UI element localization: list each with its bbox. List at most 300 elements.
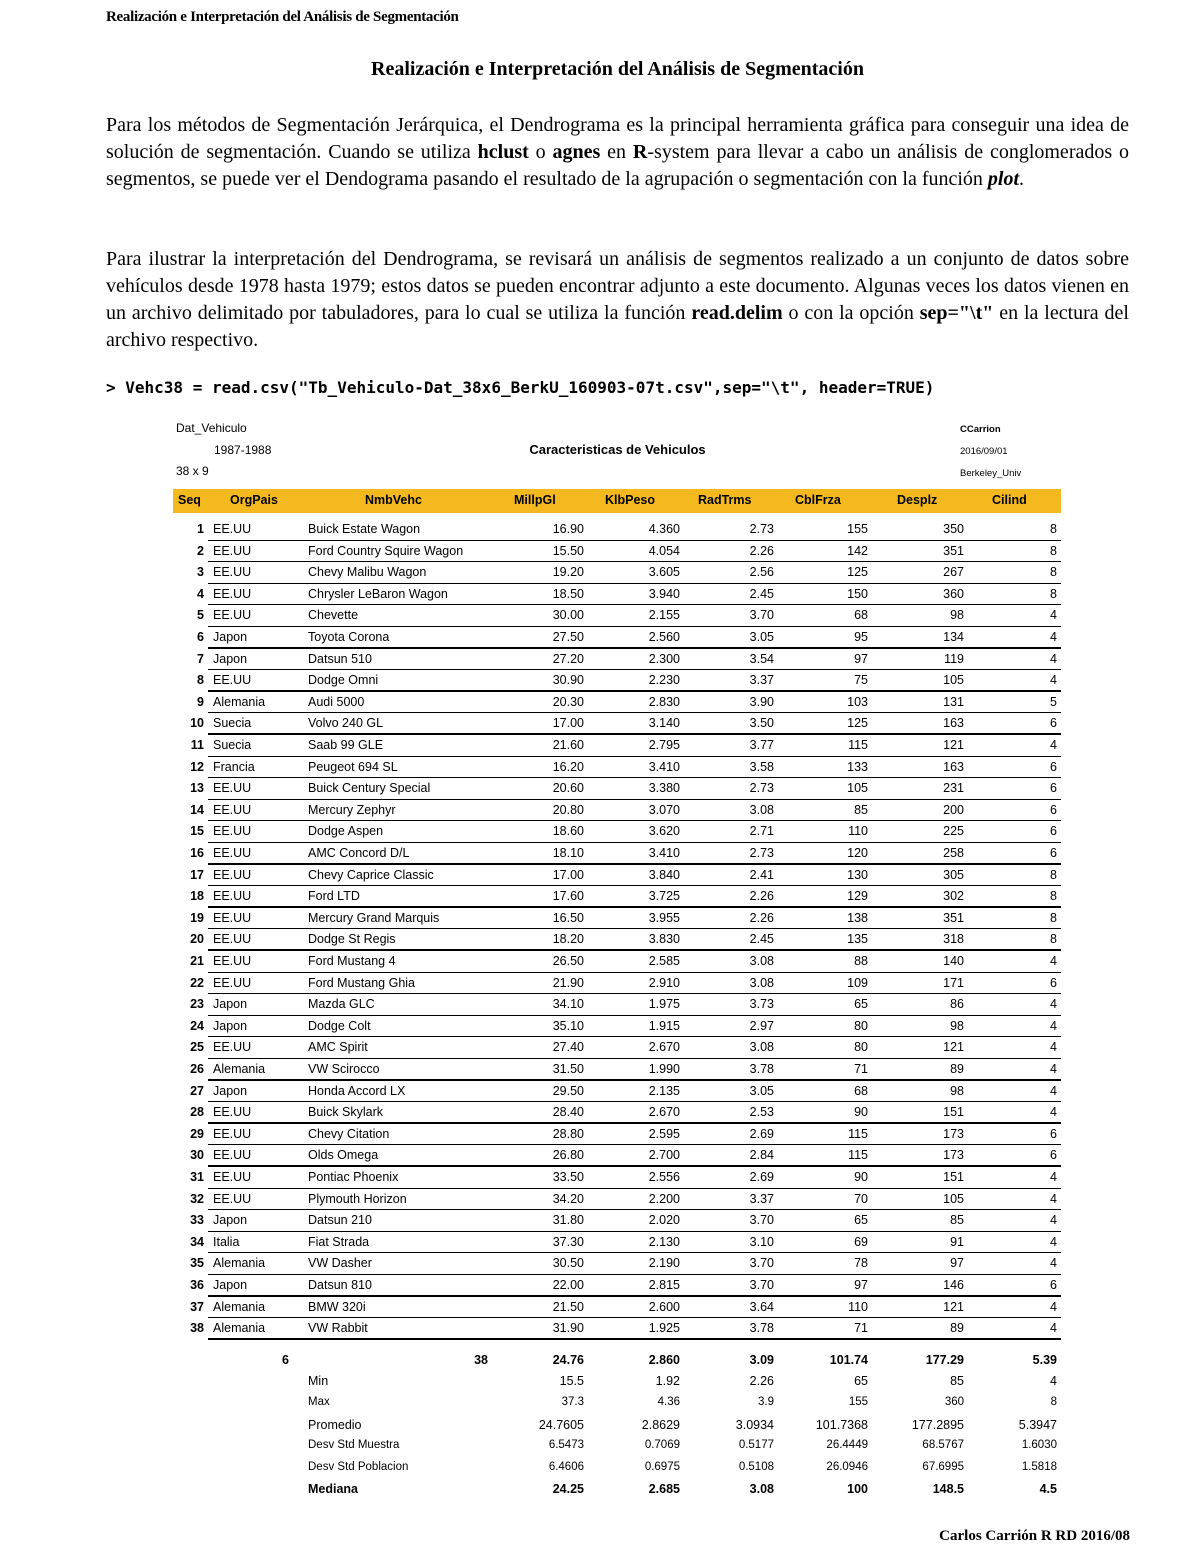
cell-millpgl: 18.10 xyxy=(552,846,584,860)
cell-millpgl: 18.60 xyxy=(552,824,584,839)
cell-radtrms: 3.05 xyxy=(749,1083,774,1098)
cell-nmbvehc: Ford Mustang Ghia xyxy=(308,975,415,990)
cell-desplz: 98 xyxy=(950,1018,964,1033)
cell-seq: 21 xyxy=(190,954,204,968)
cell-klbpeso: 3.620 xyxy=(648,824,680,839)
cell-radtrms: 2.41 xyxy=(749,867,774,882)
cell-orgpais: Alemania xyxy=(213,1256,266,1271)
cell-radtrms: 2.56 xyxy=(749,565,774,580)
cell-radtrms: 3.58 xyxy=(749,759,774,774)
cell-seq: 15 xyxy=(190,824,204,839)
cell-klbpeso: 3.380 xyxy=(648,781,680,796)
cell-cblfrza: 103 xyxy=(847,694,868,709)
col-header-radtrms: RadTrms xyxy=(698,493,752,507)
cell-desplz: 163 xyxy=(943,759,964,774)
cell-cblfrza: 115 xyxy=(848,738,868,752)
summary-stat-radtrms: 3.0934 xyxy=(735,1417,774,1432)
cell-klbpeso: 2.585 xyxy=(648,954,680,968)
document-title: Realización e Interpretación del Análisis de Segmentación xyxy=(371,58,864,80)
cell-nmbvehc: Datsun 210 xyxy=(308,1213,372,1228)
cell-seq: 23 xyxy=(190,997,204,1012)
cell-klbpeso: 3.940 xyxy=(648,586,680,601)
cell-orgpais: EE.UU xyxy=(213,608,252,623)
cell-cilind: 8 xyxy=(1050,910,1057,925)
table-row xyxy=(170,1081,1065,1103)
cell-klbpeso: 3.840 xyxy=(648,867,680,882)
cell-radtrms: 2.26 xyxy=(749,543,774,558)
cell-millpgl: 31.80 xyxy=(552,1213,584,1228)
cell-radtrms: 3.05 xyxy=(749,630,774,644)
cell-klbpeso: 2.135 xyxy=(648,1083,680,1098)
cell-cblfrza: 150 xyxy=(847,586,868,601)
cell-orgpais: EE.UU xyxy=(213,781,252,796)
summary-count-rows: 38 xyxy=(474,1352,488,1367)
paragraph-text-run: o con la opción xyxy=(782,302,920,324)
cell-cilind: 5 xyxy=(1050,694,1057,709)
summary-stat-row xyxy=(170,1479,1065,1501)
cell-orgpais: EE.UU xyxy=(213,543,252,558)
table-row xyxy=(170,1275,1065,1297)
cell-radtrms: 3.08 xyxy=(749,975,774,990)
summary-stat-row xyxy=(170,1371,1065,1393)
cell-desplz: 134 xyxy=(943,630,964,644)
table-row xyxy=(170,735,1065,757)
cell-cilind: 4 xyxy=(1050,1321,1057,1336)
summary-stat-desplz: 68.5767 xyxy=(922,1439,964,1452)
cell-orgpais: Francia xyxy=(213,759,255,774)
summary-stat-cilind: 8 xyxy=(1050,1396,1057,1408)
cell-cilind: 8 xyxy=(1050,867,1057,882)
cell-cblfrza: 138 xyxy=(847,910,868,925)
cell-millpgl: 33.50 xyxy=(552,1170,584,1184)
cell-desplz: 121 xyxy=(943,1299,964,1314)
cell-desplz: 151 xyxy=(943,1170,964,1184)
summary-stat-klbpeso: 0.6975 xyxy=(644,1460,680,1473)
cell-millpgl: 18.50 xyxy=(552,586,584,601)
cell-cilind: 4 xyxy=(1050,954,1057,968)
cell-radtrms: 3.37 xyxy=(749,673,774,688)
table-row xyxy=(170,951,1065,973)
cell-orgpais: Alemania xyxy=(213,694,266,709)
cell-cilind: 6 xyxy=(1050,846,1057,860)
cell-nmbvehc: Ford LTD xyxy=(308,889,360,904)
cell-klbpeso: 2.130 xyxy=(648,1234,680,1249)
cell-orgpais: EE.UU xyxy=(213,586,252,601)
cell-radtrms: 2.73 xyxy=(749,846,774,860)
cell-nmbvehc: Chrysler LeBaron Wagon xyxy=(308,586,448,601)
summary-total-radtrms: 3.09 xyxy=(749,1352,774,1367)
cell-cblfrza: 110 xyxy=(848,824,868,839)
cell-millpgl: 20.60 xyxy=(552,781,584,796)
cell-cblfrza: 155 xyxy=(847,522,868,536)
cell-millpgl: 21.60 xyxy=(552,738,584,752)
summary-stat-label: Desv Std Poblacion xyxy=(308,1460,409,1473)
col-header-millpgl: MillpGl xyxy=(514,493,556,507)
table-row xyxy=(170,908,1065,930)
cell-radtrms: 3.90 xyxy=(749,694,774,709)
cell-orgpais: EE.UU xyxy=(213,846,252,860)
cell-desplz: 163 xyxy=(943,716,964,731)
cell-orgpais: EE.UU xyxy=(213,1040,252,1055)
cell-cilind: 6 xyxy=(1050,759,1057,774)
cell-desplz: 89 xyxy=(950,1062,964,1076)
cell-desplz: 305 xyxy=(943,867,964,882)
cell-klbpeso: 4.360 xyxy=(648,522,680,536)
cell-radtrms: 3.70 xyxy=(749,1213,774,1228)
summary-stat-cblfrza: 100 xyxy=(847,1482,868,1497)
cell-nmbvehc: Peugeot 694 SL xyxy=(308,759,398,774)
table-row xyxy=(170,1232,1065,1254)
summary-stat-klbpeso: 1.92 xyxy=(655,1374,680,1389)
cell-millpgl: 34.20 xyxy=(552,1191,584,1206)
cell-millpgl: 37.30 xyxy=(552,1234,584,1249)
cell-orgpais: Alemania xyxy=(213,1321,266,1336)
paragraph-text-run: plot xyxy=(987,168,1020,190)
cell-klbpeso: 3.140 xyxy=(648,716,680,731)
cell-desplz: 302 xyxy=(943,889,964,904)
cell-seq: 28 xyxy=(190,1105,204,1120)
col-header-orgpais: OrgPais xyxy=(230,493,278,507)
summary-stat-klbpeso: 4.36 xyxy=(657,1396,680,1408)
cell-orgpais: Japon xyxy=(213,1018,248,1033)
cell-seq: 7 xyxy=(197,651,204,666)
cell-cblfrza: 90 xyxy=(854,1105,868,1120)
cell-cilind: 6 xyxy=(1050,1148,1057,1163)
cell-klbpeso: 2.815 xyxy=(648,1278,680,1292)
cell-klbpeso: 3.605 xyxy=(648,565,680,580)
table-row xyxy=(170,1102,1065,1124)
cell-radtrms: 3.08 xyxy=(749,802,774,817)
col-header-klbpeso: KlbPeso xyxy=(605,493,656,507)
cell-nmbvehc: Datsun 810 xyxy=(308,1278,372,1292)
cell-orgpais: Alemania xyxy=(213,1062,266,1076)
cell-orgpais: EE.UU xyxy=(213,1170,252,1184)
cell-nmbvehc: Toyota Corona xyxy=(308,630,390,644)
sheet-meta-author: CCarrion xyxy=(960,424,1001,435)
summary-stat-label: Max xyxy=(308,1396,330,1408)
cell-cilind: 4 xyxy=(1050,1062,1057,1076)
cell-orgpais: EE.UU xyxy=(213,1148,252,1163)
cell-radtrms: 2.84 xyxy=(749,1148,774,1163)
cell-millpgl: 34.10 xyxy=(552,997,584,1012)
cell-seq: 26 xyxy=(190,1062,204,1076)
cell-seq: 33 xyxy=(190,1213,204,1228)
cell-millpgl: 28.40 xyxy=(552,1105,584,1120)
cell-orgpais: Japon xyxy=(213,1213,248,1228)
summary-stat-klbpeso: 2.685 xyxy=(648,1482,680,1497)
table-row xyxy=(170,1059,1065,1081)
cell-millpgl: 28.80 xyxy=(552,1126,584,1141)
cell-millpgl: 21.90 xyxy=(552,975,584,990)
cell-cilind: 4 xyxy=(1050,651,1057,666)
cell-cilind: 8 xyxy=(1050,543,1057,558)
cell-nmbvehc: AMC Spirit xyxy=(308,1040,368,1055)
cell-radtrms: 3.37 xyxy=(749,1191,774,1206)
cell-millpgl: 27.20 xyxy=(552,651,584,666)
cell-klbpeso: 2.020 xyxy=(648,1213,680,1228)
cell-seq: 11 xyxy=(190,738,204,752)
cell-klbpeso: 2.595 xyxy=(648,1126,680,1141)
cell-cblfrza: 115 xyxy=(848,1126,868,1141)
cell-desplz: 171 xyxy=(943,975,964,990)
cell-radtrms: 2.45 xyxy=(749,586,774,601)
cell-radtrms: 3.77 xyxy=(749,738,774,752)
cell-millpgl: 17.00 xyxy=(552,716,584,731)
cell-klbpeso: 2.200 xyxy=(648,1191,680,1206)
summary-stat-label: Mediana xyxy=(308,1482,359,1497)
cell-millpgl: 27.40 xyxy=(552,1040,584,1055)
table-row xyxy=(170,1210,1065,1232)
cell-orgpais: EE.UU xyxy=(213,867,252,882)
cell-seq: 9 xyxy=(197,694,204,709)
cell-millpgl: 15.50 xyxy=(552,543,584,558)
summary-count-columns: 6 xyxy=(282,1352,289,1367)
summary-stat-cilind: 4.5 xyxy=(1039,1482,1057,1497)
cell-desplz: 89 xyxy=(950,1321,964,1336)
cell-cblfrza: 65 xyxy=(854,997,868,1012)
summary-stat-millpgl: 24.7605 xyxy=(538,1417,584,1432)
cell-cblfrza: 109 xyxy=(847,975,868,990)
cell-desplz: 351 xyxy=(943,543,964,558)
table-row xyxy=(170,929,1065,951)
cell-desplz: 350 xyxy=(943,522,964,536)
summary-stat-millpgl: 15.5 xyxy=(559,1374,584,1389)
summary-stat-radtrms: 3.9 xyxy=(758,1396,774,1408)
col-header-seq: Seq xyxy=(178,493,201,507)
summary-totals-row xyxy=(170,1350,1065,1372)
cell-orgpais: EE.UU xyxy=(213,802,252,817)
cell-radtrms: 3.70 xyxy=(749,1256,774,1271)
cell-nmbvehc: Audi 5000 xyxy=(308,694,365,709)
summary-stat-label: Promedio xyxy=(308,1417,362,1432)
cell-cilind: 4 xyxy=(1050,1105,1057,1120)
cell-cblfrza: 65 xyxy=(854,1213,868,1228)
cell-cblfrza: 105 xyxy=(847,781,868,796)
cell-klbpeso: 2.700 xyxy=(648,1148,680,1163)
paragraph-text-run: o xyxy=(528,141,553,163)
cell-seq: 13 xyxy=(190,781,204,796)
cell-seq: 31 xyxy=(190,1170,204,1184)
cell-desplz: 119 xyxy=(944,651,964,666)
cell-radtrms: 3.70 xyxy=(749,608,774,623)
cell-klbpeso: 2.556 xyxy=(648,1170,680,1184)
cell-desplz: 318 xyxy=(943,932,964,947)
cell-desplz: 151 xyxy=(943,1105,964,1120)
table-row xyxy=(170,800,1065,822)
summary-stat-cblfrza: 65 xyxy=(854,1374,868,1389)
cell-klbpeso: 1.975 xyxy=(648,997,680,1012)
summary-stat-cblfrza: 26.0946 xyxy=(826,1460,868,1473)
cell-seq: 24 xyxy=(190,1018,204,1033)
cell-orgpais: EE.UU xyxy=(213,1105,252,1120)
cell-millpgl: 29.50 xyxy=(552,1083,584,1098)
cell-seq: 18 xyxy=(190,889,204,904)
cell-millpgl: 26.50 xyxy=(552,954,584,968)
cell-cblfrza: 115 xyxy=(848,1148,868,1163)
summary-stat-label: Min xyxy=(308,1374,329,1389)
cell-radtrms: 2.26 xyxy=(749,910,774,925)
summary-total-desplz: 177.29 xyxy=(925,1352,964,1367)
cell-millpgl: 17.60 xyxy=(552,889,584,904)
summary-stat-desplz: 148.5 xyxy=(932,1482,964,1497)
sheet-meta-university: Berkeley_Univ xyxy=(960,468,1022,479)
cell-seq: 32 xyxy=(190,1191,204,1206)
cell-klbpeso: 2.155 xyxy=(648,608,680,623)
table-row xyxy=(170,1318,1065,1340)
table-row xyxy=(170,843,1065,865)
paragraph-text-run: agnes xyxy=(552,141,601,163)
summary-stat-cilind: 1.6030 xyxy=(1021,1439,1057,1452)
cell-desplz: 105 xyxy=(943,673,964,688)
cell-cblfrza: 71 xyxy=(854,1062,868,1076)
sheet-meta-dataset: Dat_Vehiculo xyxy=(176,421,247,435)
cell-seq: 12 xyxy=(190,759,204,774)
summary-stat-desplz: 67.6995 xyxy=(922,1460,964,1473)
summary-stat-millpgl: 37.3 xyxy=(561,1396,584,1408)
cell-cilind: 4 xyxy=(1050,1191,1057,1206)
sheet-meta-size: 38 x 9 xyxy=(176,464,209,478)
cell-desplz: 121 xyxy=(943,1040,964,1055)
paragraph-text-run: R xyxy=(632,141,648,163)
cell-seq: 1 xyxy=(197,522,204,536)
cell-desplz: 85 xyxy=(950,1213,964,1228)
summary-stat-radtrms: 0.5177 xyxy=(738,1439,774,1452)
dataset-paragraph xyxy=(106,246,1129,354)
cell-cilind: 4 xyxy=(1050,1083,1057,1098)
table-row xyxy=(170,778,1065,800)
cell-desplz: 105 xyxy=(943,1191,964,1206)
cell-nmbvehc: Ford Country Squire Wagon xyxy=(308,543,464,558)
table-row xyxy=(170,1037,1065,1059)
cell-millpgl: 35.10 xyxy=(552,1018,584,1033)
cell-klbpeso: 2.795 xyxy=(648,738,680,752)
cell-radtrms: 3.78 xyxy=(749,1321,774,1336)
summary-stat-millpgl: 24.25 xyxy=(552,1482,584,1497)
table-row xyxy=(170,1297,1065,1319)
cell-cilind: 4 xyxy=(1050,630,1057,644)
cell-klbpeso: 1.990 xyxy=(648,1062,680,1076)
cell-radtrms: 2.73 xyxy=(749,522,774,536)
summary-stat-millpgl: 6.4606 xyxy=(548,1460,584,1473)
cell-millpgl: 16.90 xyxy=(552,522,584,536)
cell-radtrms: 2.71 xyxy=(749,824,774,839)
summary-stat-cblfrza: 155 xyxy=(848,1396,868,1408)
cell-nmbvehc: Datsun 510 xyxy=(308,651,372,666)
cell-cilind: 4 xyxy=(1050,1256,1057,1271)
cell-cblfrza: 130 xyxy=(847,867,868,882)
cell-desplz: 351 xyxy=(943,910,964,925)
cell-cilind: 4 xyxy=(1050,1018,1057,1033)
cell-desplz: 131 xyxy=(943,694,964,709)
cell-klbpeso: 3.830 xyxy=(648,932,680,947)
cell-klbpeso: 3.955 xyxy=(648,910,680,925)
cell-cilind: 4 xyxy=(1050,738,1057,752)
cell-orgpais: Suecia xyxy=(213,738,252,752)
cell-nmbvehc: Volvo 240 GL xyxy=(308,716,384,731)
cell-cilind: 8 xyxy=(1050,586,1057,601)
cell-nmbvehc: Mercury Zephyr xyxy=(308,802,396,817)
paragraph-text-run: sep="\t" xyxy=(919,302,994,324)
cell-seq: 27 xyxy=(190,1083,204,1098)
cell-seq: 8 xyxy=(197,673,204,688)
cell-orgpais: EE.UU xyxy=(213,1191,252,1206)
summary-total-klbpeso: 2.860 xyxy=(648,1352,680,1367)
cell-nmbvehc: Chevy Malibu Wagon xyxy=(308,565,427,580)
cell-cilind: 4 xyxy=(1050,1299,1057,1314)
cell-radtrms: 2.69 xyxy=(749,1126,774,1141)
cell-cilind: 4 xyxy=(1050,1040,1057,1055)
cell-klbpeso: 1.915 xyxy=(648,1018,680,1033)
paragraph-text-run: . xyxy=(1019,168,1025,190)
r-code-line: > Vehc38 = read.csv("Tb_Vehiculo-Dat_38x6_BerkU_160903-07t.csv",sep="\t", header=TRUE) xyxy=(106,378,935,397)
cell-seq: 30 xyxy=(190,1148,204,1163)
cell-orgpais: EE.UU xyxy=(213,1126,252,1141)
table-row xyxy=(170,649,1065,671)
cell-orgpais: EE.UU xyxy=(213,932,252,947)
summary-stat-cilind: 4 xyxy=(1050,1374,1057,1389)
cell-seq: 3 xyxy=(197,565,204,580)
cell-desplz: 173 xyxy=(943,1126,964,1141)
cell-klbpeso: 3.410 xyxy=(648,846,680,860)
cell-cblfrza: 68 xyxy=(854,608,868,623)
cell-radtrms: 2.53 xyxy=(749,1105,774,1120)
cell-radtrms: 3.70 xyxy=(749,1278,774,1292)
cell-nmbvehc: Chevy Citation xyxy=(308,1126,390,1141)
cell-nmbvehc: Dodge Colt xyxy=(308,1018,371,1033)
cell-millpgl: 20.30 xyxy=(552,694,584,709)
cell-millpgl: 27.50 xyxy=(552,630,584,644)
cell-millpgl: 30.90 xyxy=(552,673,584,688)
cell-cblfrza: 90 xyxy=(854,1170,868,1184)
cell-nmbvehc: Honda Accord LX xyxy=(308,1083,406,1098)
summary-stat-cblfrza: 101.7368 xyxy=(815,1417,868,1432)
cell-radtrms: 2.26 xyxy=(749,889,774,904)
cell-seq: 5 xyxy=(197,608,204,623)
cell-desplz: 267 xyxy=(943,565,964,580)
summary-stat-label: Desv Std Muestra xyxy=(308,1439,400,1452)
paragraph-text-run: -system para llevar a cabo un análisis de conglomerados o segmentos, se puede ver el Dendograma pasando el resultado de la agrupación o segmentación con la función xyxy=(106,141,1129,190)
cell-radtrms: 3.73 xyxy=(749,997,774,1012)
cell-seq: 22 xyxy=(190,975,204,990)
cell-cblfrza: 95 xyxy=(854,630,868,644)
paragraph-text-run: hclust xyxy=(477,141,529,163)
cell-radtrms: 3.78 xyxy=(749,1062,774,1076)
cell-radtrms: 3.08 xyxy=(749,1040,774,1055)
cell-desplz: 98 xyxy=(950,1083,964,1098)
cell-cilind: 4 xyxy=(1050,1213,1057,1228)
sheet-meta-date: 2016/09/01 xyxy=(960,446,1008,457)
cell-klbpeso: 2.830 xyxy=(648,694,680,709)
cell-radtrms: 3.54 xyxy=(749,651,774,666)
cell-cblfrza: 78 xyxy=(854,1256,868,1271)
table-row xyxy=(170,886,1065,908)
table-row xyxy=(170,584,1065,606)
cell-desplz: 231 xyxy=(943,781,964,796)
cell-cilind: 4 xyxy=(1050,1170,1057,1184)
cell-nmbvehc: VW Rabbit xyxy=(308,1321,368,1336)
table-row xyxy=(170,973,1065,995)
cell-millpgl: 20.80 xyxy=(552,802,584,817)
table-row xyxy=(170,1253,1065,1275)
cell-millpgl: 17.00 xyxy=(552,867,584,882)
cell-nmbvehc: AMC Concord D/L xyxy=(308,846,410,860)
summary-stat-radtrms: 0.5108 xyxy=(738,1460,774,1473)
cell-radtrms: 2.97 xyxy=(749,1018,774,1033)
summary-stat-cblfrza: 26.4449 xyxy=(826,1439,868,1452)
cell-cblfrza: 69 xyxy=(854,1234,868,1249)
table-row xyxy=(170,994,1065,1016)
table-row xyxy=(170,519,1065,541)
